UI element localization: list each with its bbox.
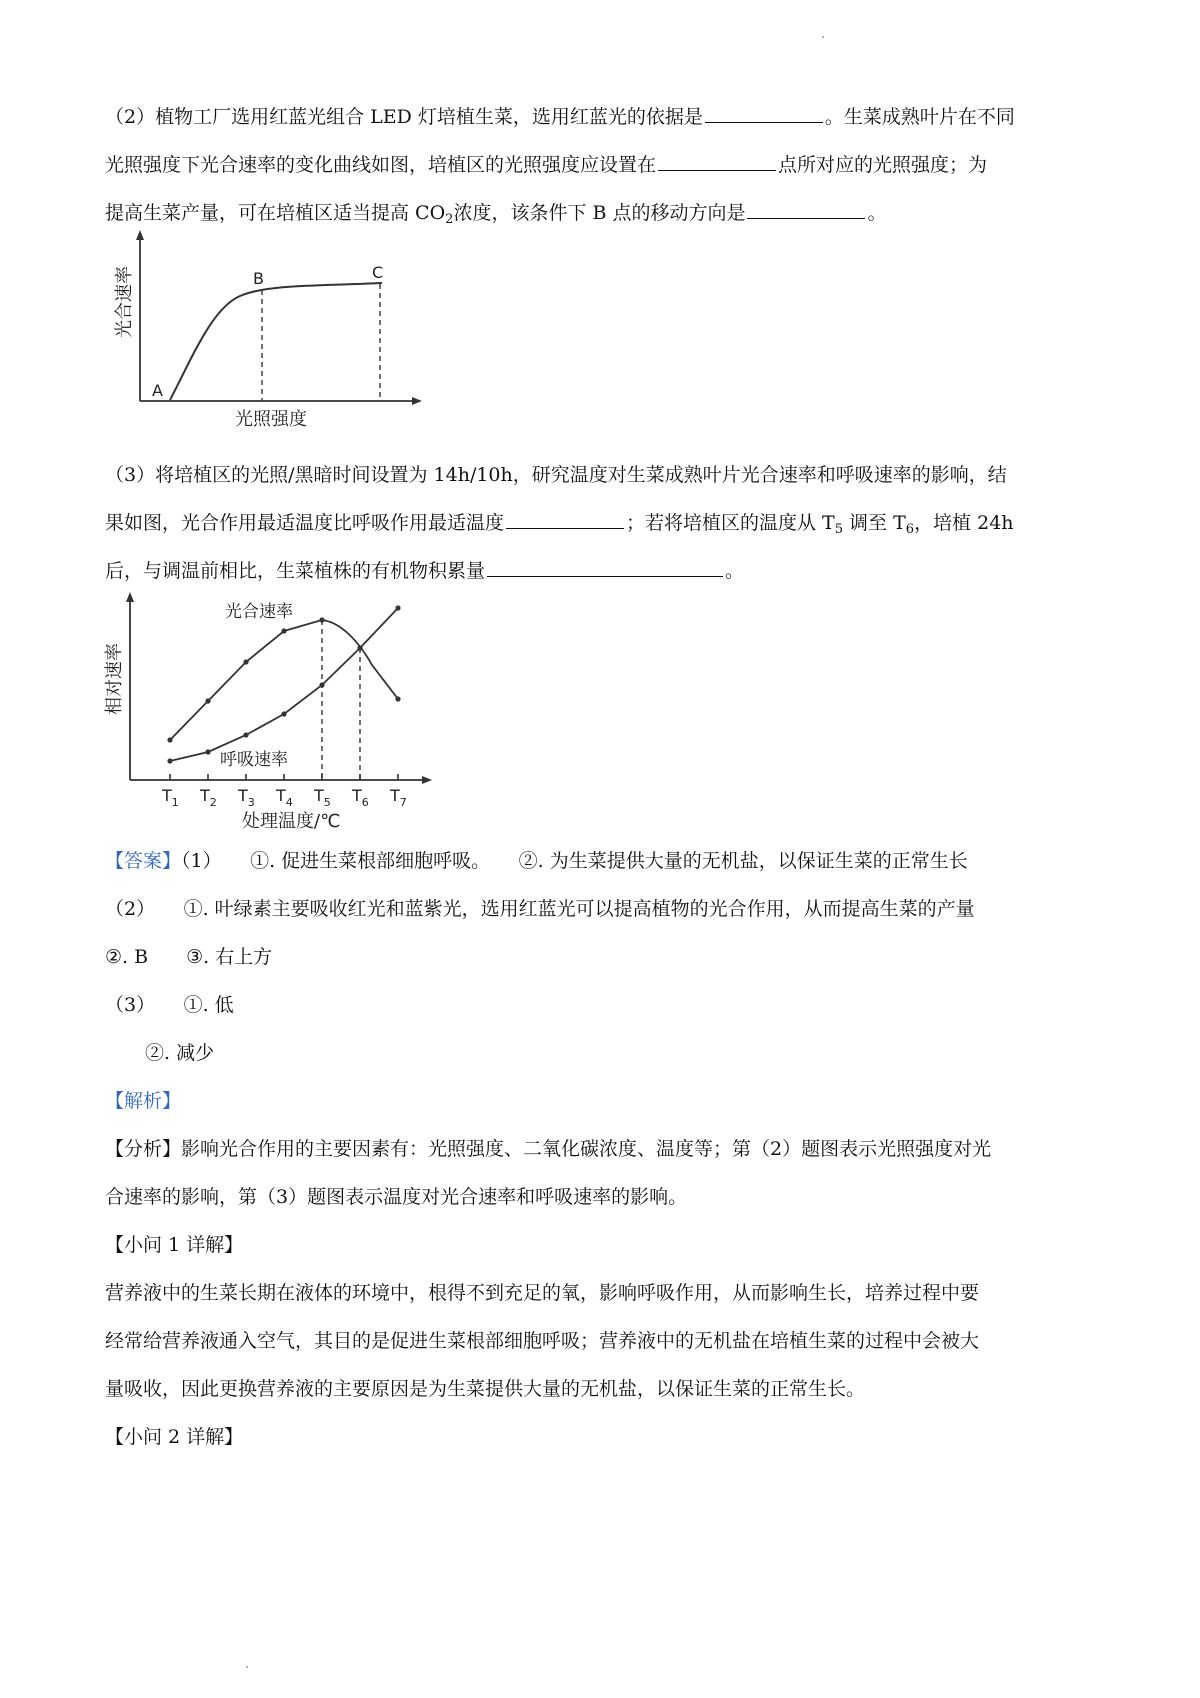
answer-blank xyxy=(747,192,865,219)
point-c-label: C xyxy=(372,263,384,282)
subscript: 2 xyxy=(445,212,454,227)
tick-label: T xyxy=(162,786,172,805)
text: 调至 T xyxy=(843,512,906,534)
tick-subscript: 3 xyxy=(247,796,255,809)
analysis-line xyxy=(105,1365,1100,1413)
text: （2）植物工厂选用红蓝光组合 LED 灯培植生菜，选用红蓝光的依据是 xyxy=(105,106,703,128)
analysis-tag-line xyxy=(105,1077,1100,1125)
question-2 xyxy=(105,93,1100,237)
text: 点所对应的光照强度；为 xyxy=(778,154,988,176)
text: 果如图，光合作用最适温度比呼吸作用最适温度 xyxy=(105,512,505,534)
photosynthesis-curve xyxy=(170,620,398,740)
analysis-line xyxy=(105,1317,1100,1365)
text: 浓度，该条件下 B 点的移动方向是 xyxy=(453,202,746,224)
question-2-line-2 xyxy=(105,141,1100,189)
photosynthesis-points xyxy=(167,617,400,742)
respiration-curve-label: 呼吸速率 xyxy=(220,750,288,770)
text: ；若将培植区的温度从 T xyxy=(626,512,835,534)
answer-blank xyxy=(487,550,723,577)
x-ticks xyxy=(170,774,398,780)
subscript: 6 xyxy=(905,522,915,537)
text: （2） ①. 叶绿素主要吸收红光和蓝紫光，选用红蓝光可以提高植物的光合作用，从而提高生菜的产量 xyxy=(105,898,975,920)
text: 【小问 1 详解】 xyxy=(105,1234,244,1256)
svg-text:T2 xyxy=(199,786,217,809)
answer-blank xyxy=(658,144,776,171)
tick-subscript: 4 xyxy=(285,796,293,809)
figure-temperature-curves xyxy=(100,590,450,844)
analysis-heading xyxy=(105,1413,1100,1461)
x-axis-arrow xyxy=(412,397,422,405)
photosynthesis-curve-label: 光合速率 xyxy=(225,602,293,622)
tick-label: T xyxy=(238,786,248,805)
tick-label: T xyxy=(200,786,210,805)
text: ②. B ③. 右上方 xyxy=(105,946,273,968)
svg-text:T1 xyxy=(161,786,179,809)
point-b-label: B xyxy=(253,269,264,288)
answer-tag: 【答案】 xyxy=(105,850,182,872)
svg-text:T5 xyxy=(313,786,331,809)
tick-subscript: 6 xyxy=(361,796,369,809)
text: 合速率的影响，第（3）题图表示温度对光合速率和呼吸速率的影响。 xyxy=(105,1186,688,1208)
text: 。 xyxy=(867,202,887,224)
answer-line-3 xyxy=(105,933,1100,981)
text: 。生菜成熟叶片在不同 xyxy=(824,106,1015,128)
tick-label: T xyxy=(314,786,324,805)
analysis-line xyxy=(105,1125,1100,1173)
tick-label: T xyxy=(276,786,286,805)
tick-subscript: 1 xyxy=(171,796,179,809)
analysis-tag: 【解析】 xyxy=(105,1090,182,1112)
text: 后，与调温前相比，生菜植株的有机物积累量 xyxy=(105,560,486,582)
text: 【小问 2 详解】 xyxy=(105,1426,244,1448)
text: 光照强度下光合速率的变化曲线如图，培植区的光照强度应设置在 xyxy=(105,154,657,176)
analysis-section xyxy=(105,1077,1100,1461)
text: 经常给营养液通入空气，其目的是促进生菜根部细胞呼吸；营养液中的无机盐在培植生菜的过程中会被大 xyxy=(105,1330,980,1352)
x-tick-labels xyxy=(161,786,407,809)
svg-text:T4 xyxy=(275,786,293,809)
analysis-line xyxy=(105,1269,1100,1317)
text: （1） ①. 促进生菜根部细胞呼吸。 ②. 为生菜提供大量的无机盐，以保证生菜的正常生长 xyxy=(181,850,968,872)
svg-text:T6 xyxy=(351,786,369,809)
analysis-heading xyxy=(105,1221,1100,1269)
question-3-line-3 xyxy=(105,547,1100,595)
text: （3） ①. 低 xyxy=(105,994,234,1016)
question-3-line-2 xyxy=(105,499,1100,547)
speck xyxy=(822,36,824,38)
tick-label: T xyxy=(352,786,362,805)
text: （3）将培植区的光照/黑暗时间设置为 14h/10h，研究温度对生菜成熟叶片光合速率和呼吸速率的影响，结 xyxy=(105,464,1007,486)
speck xyxy=(246,1666,248,1668)
point-a-label: A xyxy=(152,381,163,400)
text: ，培植 24h xyxy=(914,512,1014,534)
question-3 xyxy=(105,451,1100,595)
text: 量吸收，因此更换营养液的主要原因是为生菜提供大量的无机盐，以保证生菜的正常生长。 xyxy=(105,1378,866,1400)
text: 。 xyxy=(725,560,745,582)
y-axis-arrow xyxy=(126,592,134,602)
x-axis-label: 光照强度 xyxy=(235,409,307,430)
text: 【分析】影响光合作用的主要因素有：光照强度、二氧化碳浓度、温度等；第（2）题图表示光照强度对光 xyxy=(105,1138,992,1160)
temperature-curves-svg xyxy=(100,590,450,840)
x-axis-arrow xyxy=(422,776,432,784)
tick-label: T xyxy=(390,786,400,805)
answer-blank xyxy=(705,96,823,123)
question-3-line-1 xyxy=(105,451,1100,499)
subscript: 5 xyxy=(834,522,844,537)
text: 提高生菜产量，可在培植区适当提高 CO xyxy=(105,202,446,224)
answer-blank xyxy=(506,502,624,529)
x-axis-label: 处理温度/℃ xyxy=(242,811,341,832)
svg-text:T3 xyxy=(237,786,255,809)
tick-subscript: 5 xyxy=(323,796,331,809)
question-2-line-1 xyxy=(105,93,1100,141)
light-curve-svg xyxy=(110,228,430,438)
figure-light-curve xyxy=(110,228,430,442)
answer-line-4 xyxy=(105,981,1100,1029)
tick-subscript: 7 xyxy=(399,796,407,809)
tick-subscript: 2 xyxy=(209,796,217,809)
text: 营养液中的生菜长期在液体的环境中，根得不到充足的氧，影响呼吸作用，从而影响生长，培养过程中要 xyxy=(105,1282,980,1304)
answer-line-5 xyxy=(105,1029,1100,1077)
svg-text:T7 xyxy=(389,786,407,809)
y-axis-label: 光合速率 xyxy=(114,266,135,338)
y-axis-label: 相对速率 xyxy=(104,643,125,715)
answer-line-1 xyxy=(105,837,1100,885)
answer-line-2 xyxy=(105,885,1100,933)
text: ②. 减少 xyxy=(145,1042,215,1064)
answer-section xyxy=(105,837,1100,1077)
photosynthesis-curve xyxy=(170,283,382,400)
analysis-line xyxy=(105,1173,1100,1221)
y-axis-arrow xyxy=(136,230,144,240)
